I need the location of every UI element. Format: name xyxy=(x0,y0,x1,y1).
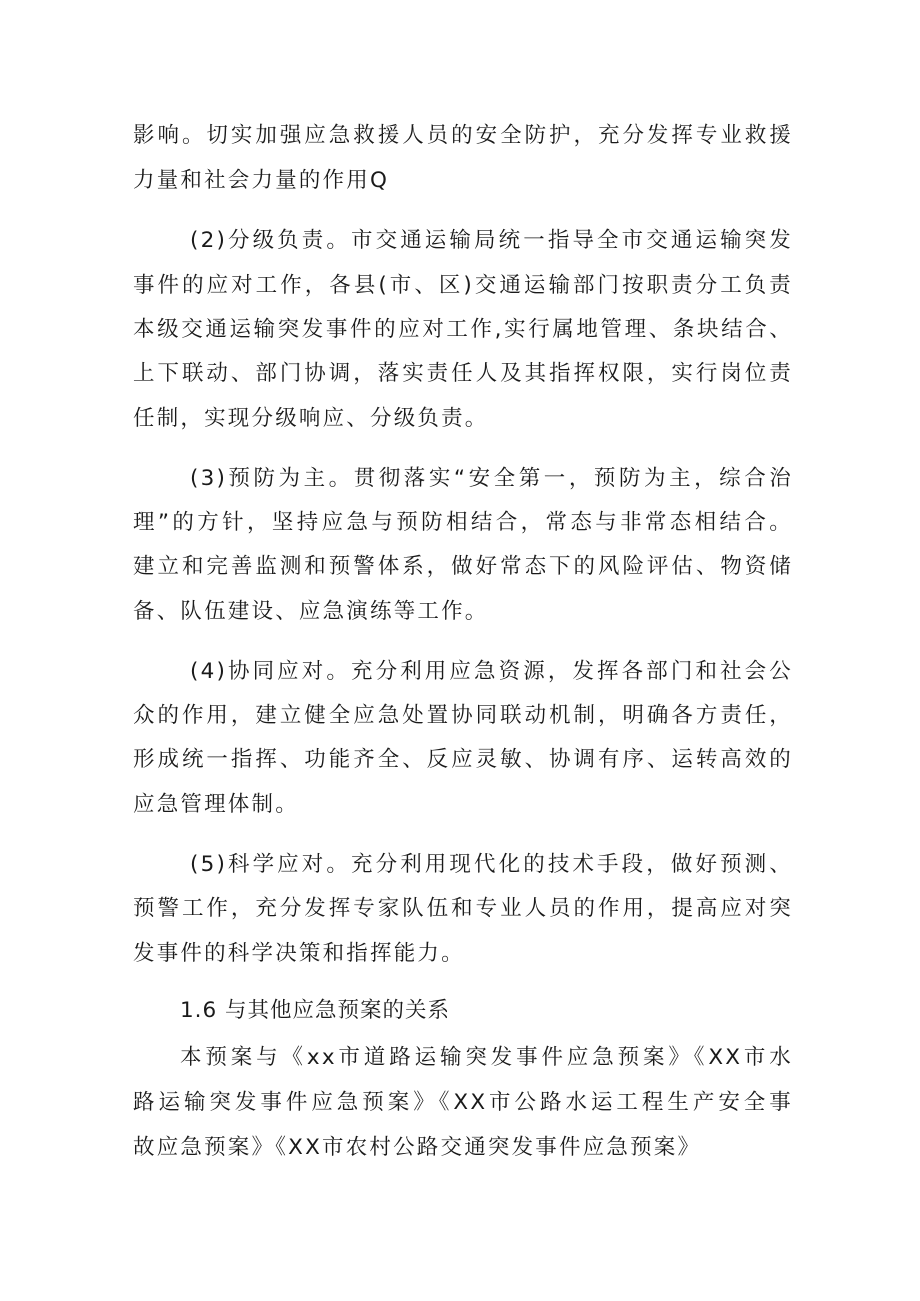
text-line: 应急管理体制。 xyxy=(133,792,299,817)
section-heading: 1.6 与其他应急预案的关系 xyxy=(180,998,451,1023)
text-line: 影响。切实加强应急救援人员的安全防护，充分发挥专业救援 xyxy=(133,123,793,148)
text-line: 任制，实现分级响应、分级负责。 xyxy=(133,406,489,431)
text-line: 建立和完善监测和预警体系，做好常态下的风险评估、物资储 xyxy=(133,554,793,579)
text-line: 理”的方针，坚持应急与预防相结合，常态与非常态相结合。 xyxy=(133,510,793,535)
text-line: 路运输突发事件应急预案》《XX市公路水运工程生产安全事 xyxy=(133,1090,793,1115)
text-line: 预警工作，充分发挥专家队伍和专业人员的作用，提高应对突 xyxy=(133,896,793,921)
text-line: 形成统一指挥、功能齐全、反应灵敏、协调有序、运转高效的 xyxy=(133,747,793,772)
text-line: 本级交通运输突发事件的应对工作,实行属地管理、条块结合、 xyxy=(133,317,793,342)
text-line: 众的作用，建立健全应急处置协同联动机制，明确各方责任， xyxy=(133,703,793,728)
text-line: (2)分级负责。市交通运输局统一指导全市交通运输突发 xyxy=(190,228,793,253)
text-line: 故应急预案》《XX市农村公路交通突发事件应急预案》 xyxy=(133,1135,702,1160)
text-line: (5)科学应对。充分利用现代化的技术手段，做好预测、 xyxy=(190,852,793,877)
text-line: (4)协同应对。充分利用应急资源，发挥各部门和社会公 xyxy=(190,659,793,684)
text-line: 力量和社会力量的作用Q xyxy=(133,168,390,193)
text-line: 发事件的科学决策和指挥能力。 xyxy=(133,941,465,966)
text-line: 本预案与《xx市道路运输突发事件应急预案》《XX市水 xyxy=(180,1045,793,1070)
text-line: 备、队伍建设、应急演练等工作。 xyxy=(133,599,489,624)
text-line: 事件的应对工作，各县(市、区)交通运输部门按职责分工负责 xyxy=(133,273,793,298)
text-line: 上下联动、部门协调，落实责任人及其指挥权限，实行岗位责 xyxy=(133,361,793,386)
text-line: (3)预防为主。贯彻落实“安全第一，预防为主，综合治 xyxy=(190,466,793,491)
